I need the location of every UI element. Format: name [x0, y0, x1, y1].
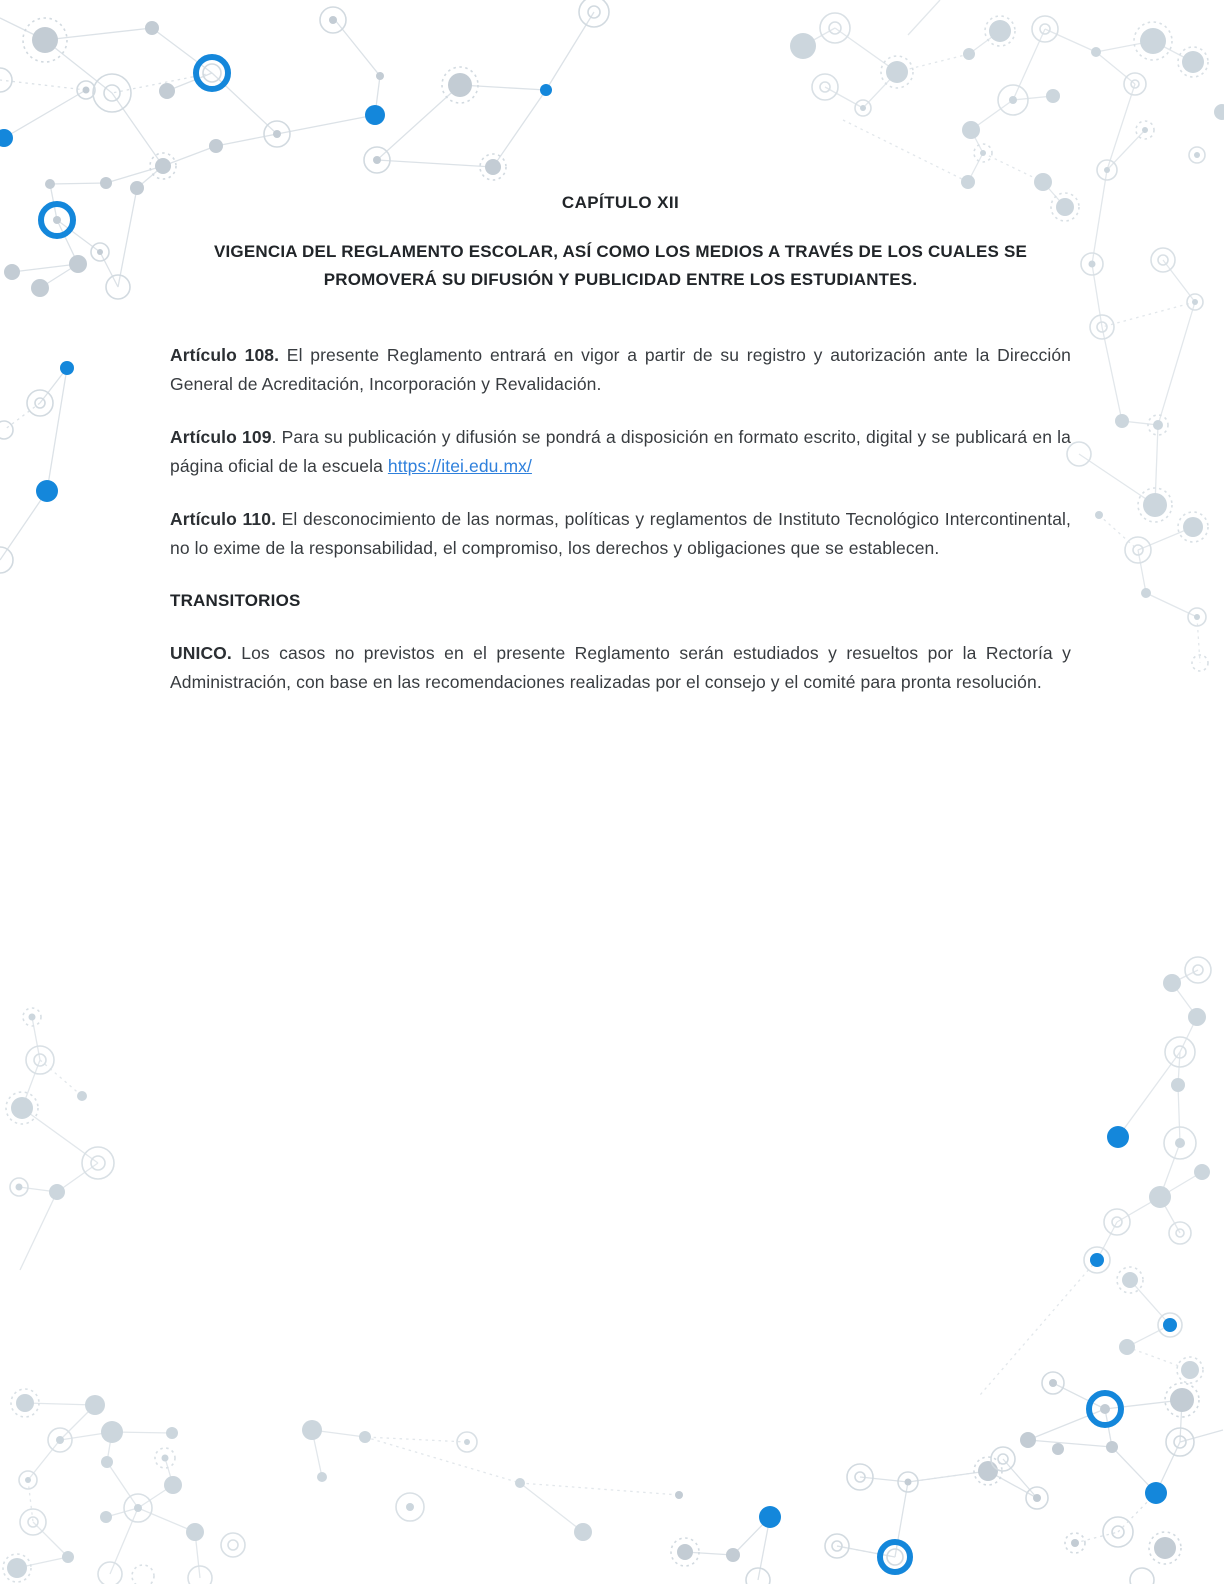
- article-110-text: El desconocimiento de las normas, políticas y reglamentos de Instituto Tecnológico Intercontinental, no lo exime de la responsabilidad, el compromiso, los derechos y obligaciones que se establecen.: [170, 509, 1071, 558]
- chapter-subtitle: VIGENCIA DEL REGLAMENTO ESCOLAR, ASÍ COMO LOS MEDIOS A TRAVÉS DE LOS CUALES SE PROMOVERÁ SU DIFUSIÓN Y PUBLICIDAD ENTRE LOS ESTUDIANTES.: [213, 242, 1028, 289]
- school-website-link[interactable]: https://itei.edu.mx/: [387, 455, 532, 476]
- article-110-label: Artículo 110.: [170, 509, 277, 529]
- unico-paragraph: [170, 639, 1071, 696]
- network-cluster-bottom-right: [671, 1372, 1223, 1584]
- article-108-text: El presente Reglamento entrará en vigor a partir de su registro y autorización ante la Dirección General de Acreditación, Incorporación y Revalidación.: [170, 345, 1072, 394]
- article-108-label: Artículo 108.: [170, 345, 280, 365]
- network-cluster-bottom-left: [3, 1389, 679, 1584]
- unico-text: Los casos no previstos en el presente Reglamento serán estudiados y resueltos por la Rectoría y Administración, con base en las recomendaciones realizadas por el consejo y el comité para pronta resolución.: [170, 643, 1071, 692]
- articles-section: [170, 341, 1071, 696]
- document-content: [170, 0, 1071, 721]
- article-108-paragraph: [170, 341, 1071, 398]
- article-109-paragraph: [170, 423, 1071, 480]
- network-cluster-left-middle: [6, 1008, 114, 1270]
- article-109-text: . Para su publicación y difusión se pondrá a disposición en formato escrito, digital y se publicará en la página oficial de la escuela: [170, 427, 1072, 476]
- article-110-paragraph: [170, 505, 1071, 562]
- chapter-title: CAPÍTULO XII: [561, 193, 680, 212]
- article-109-label: Artículo 109: [170, 427, 272, 447]
- network-cluster-right-middle: [980, 957, 1211, 1395]
- transitorios-heading: TRANSITORIOS: [170, 591, 301, 610]
- unico-label: UNICO.: [170, 643, 232, 663]
